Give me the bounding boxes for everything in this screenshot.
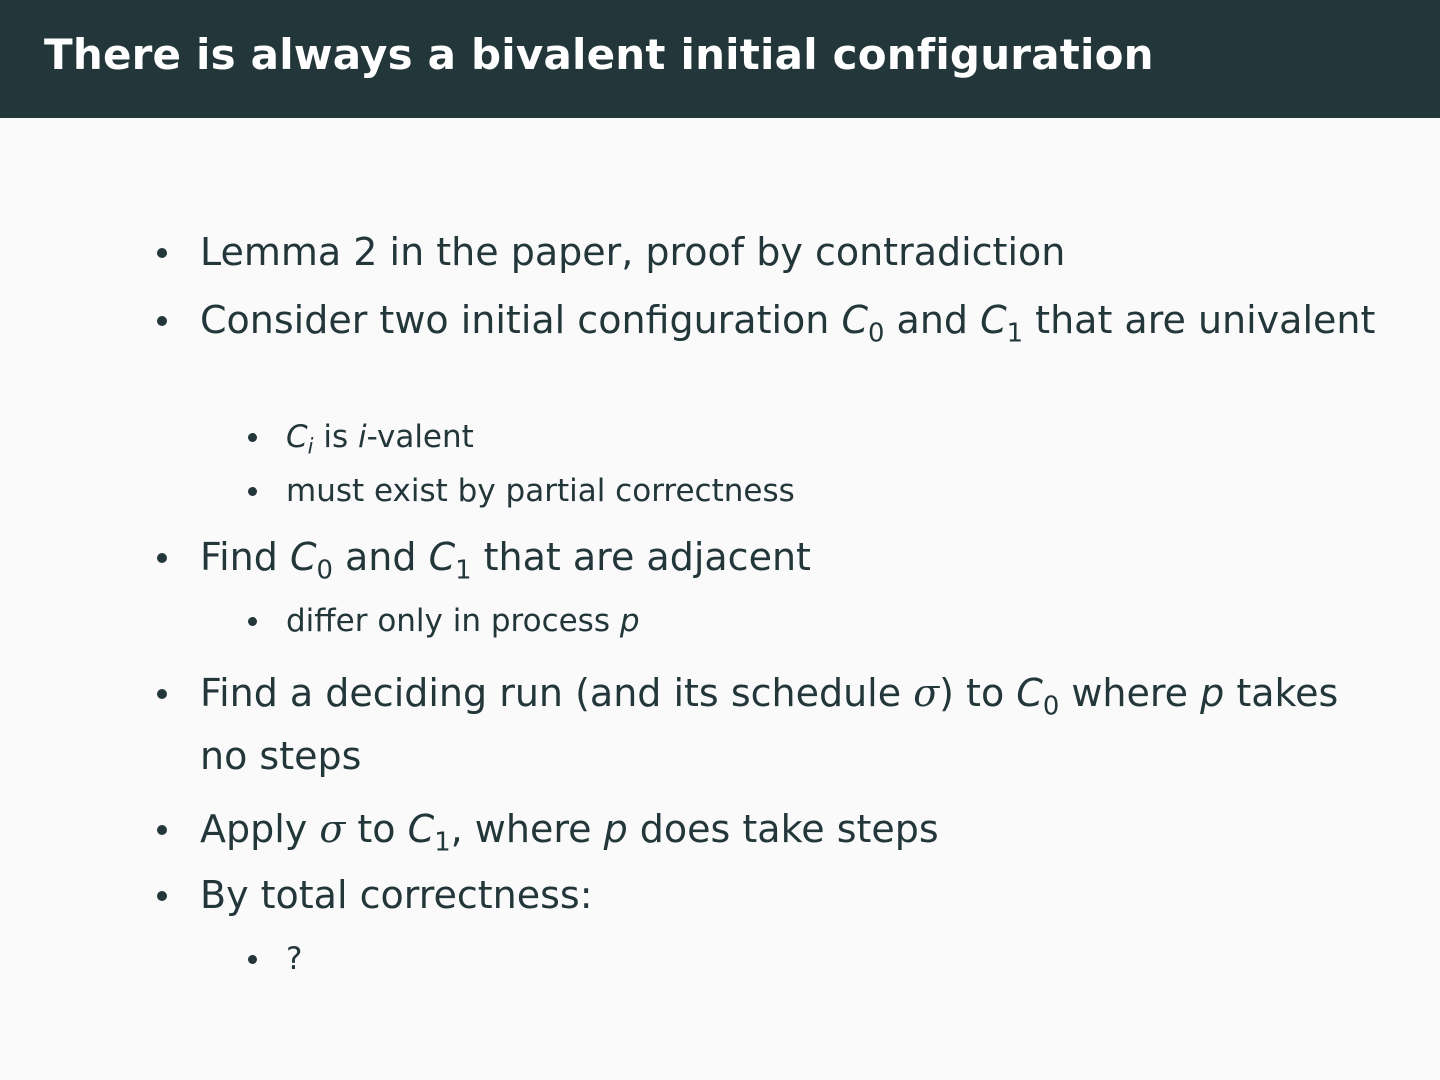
math-p: p [619, 603, 640, 639]
sub-bullet-differ: differ only in process p [286, 602, 640, 640]
bullet-dot [248, 433, 257, 442]
bullet-item-total-correctness [200, 872, 593, 918]
math-c1: $C_1$ [980, 298, 1024, 349]
bullet-dot [157, 891, 167, 901]
bullet-item-deciding-run: Find a deciding run (and its schedule σ) to $C_0$ where p takes no steps [200, 670, 1338, 779]
bullet-item-find-adjacent: Find $C_0$ and $C_1$ that are adjacent [200, 534, 811, 580]
bullet-dot [157, 553, 167, 563]
bullet-dot [248, 487, 257, 496]
math-c1: $C_1$ [428, 535, 472, 586]
sub-bullet-must-exist [286, 472, 795, 510]
sub-bullet-question [286, 940, 302, 978]
sub-bullet-ci-valent: $C_i$ is i-valent [286, 418, 474, 456]
title-bar [0, 0, 1440, 118]
math-sigma: σ [913, 671, 940, 715]
math-p: p [603, 807, 628, 851]
bullet-item-apply: Apply σ to $C_1$, where p does take steps [200, 806, 939, 852]
math-p: p [1200, 671, 1225, 715]
item-text-continued: no steps [200, 734, 362, 778]
bullet-dot [248, 617, 257, 626]
math-c0: $C_0$ [841, 298, 885, 349]
item-text: By total correctness: [200, 873, 593, 917]
item-text: Consider two initial configuration [200, 298, 842, 342]
bullet-dot [157, 825, 167, 835]
item-text: Lemma 2 in the paper, proof by contradiction [200, 230, 1066, 274]
bullet-dot [157, 689, 167, 699]
math-ci: $C_i$ [286, 419, 314, 459]
bullet-dot [248, 955, 257, 964]
math-c0: $C_0$ [1016, 671, 1060, 722]
math-i: i [358, 419, 367, 455]
slide-title: There is always a bivalent initial configuration [44, 30, 1154, 79]
item-text: ? [286, 941, 303, 977]
bullet-dot [157, 316, 167, 326]
bullet-dot [157, 248, 167, 258]
item-text: must exist by partial correctness [286, 473, 795, 509]
math-c0: $C_0$ [289, 535, 333, 586]
bullet-item-consider: Consider two initial configuration $C_0$ and $C_1$ that are univalent [200, 297, 1375, 343]
math-c1: $C_1$ [407, 807, 451, 858]
bullet-item-lemma [200, 229, 1065, 275]
math-sigma: σ [319, 807, 346, 851]
